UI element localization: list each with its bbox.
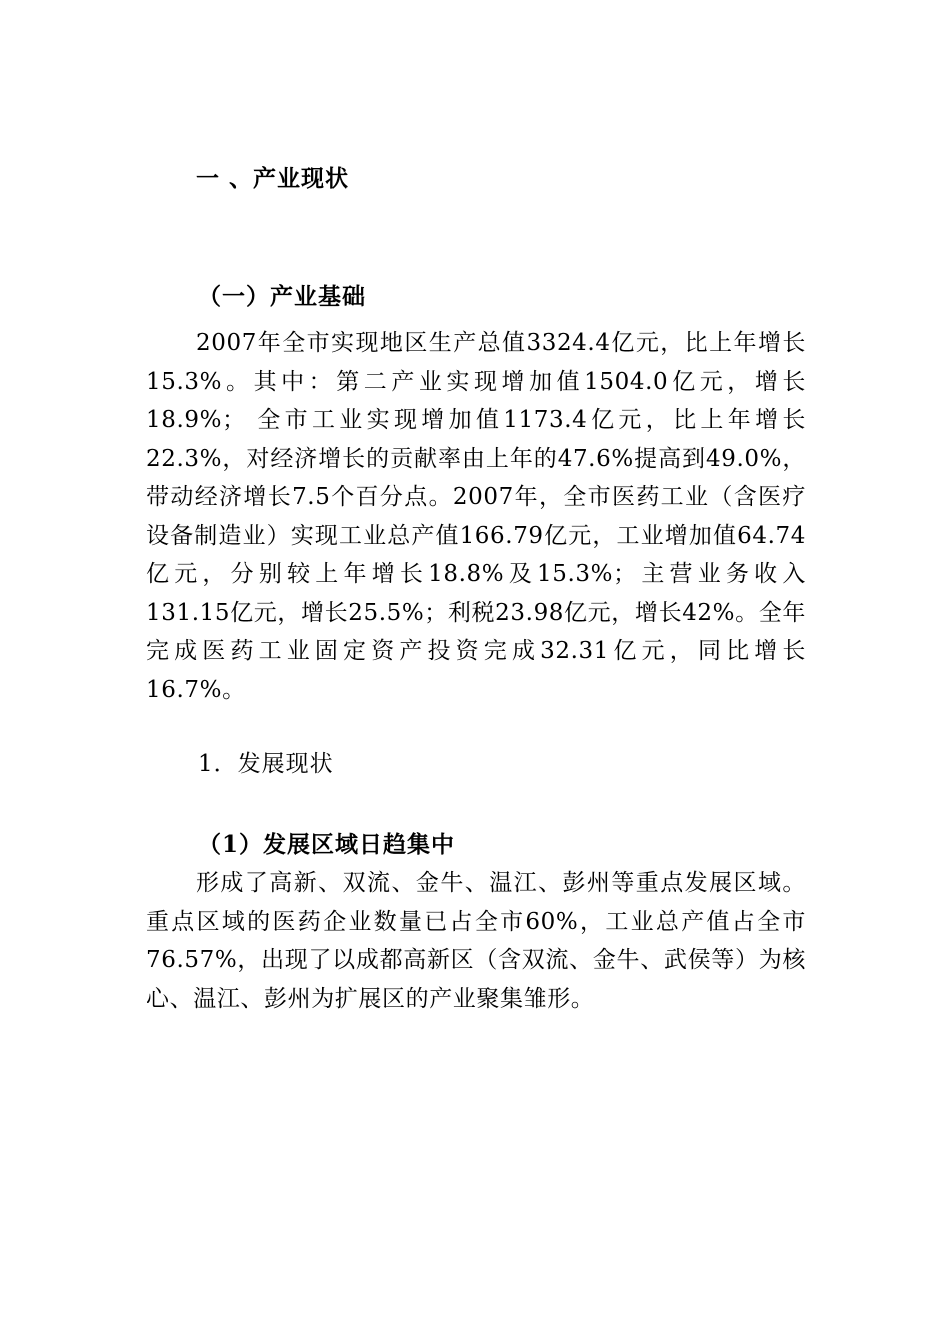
- region-concentration-paragraph: 形成了高新、双流、金牛、温江、彭州等重点发展区域。重点区域的医药企业数量已占全市60%，工业总产值占全市76.57%，出现了以成都高新区（含双流、金牛、武侯等）为核心、温江、彭州为扩展区的产业聚集雏形。: [146, 870, 806, 1012]
- section-heading: 一 、产业现状: [196, 165, 350, 192]
- sub-item-heading: （1）发展区域日趋集中: [198, 831, 456, 858]
- industry-basis-paragraph: 2007年全市实现地区生产总值3324.4亿元，比上年增长15.3%。其中：第二产业实现增加值1504.0亿元，增长18.9%； 全市工业实现增加值1173.4亿元，比上年增长22.3%，对经济增长的贡献率由上年的47.6%提高到49.0%，带动经济增长7.5个百分点。2007年，全市医药工业（含医疗设备制造业）实现工业总产值166.79亿元，工业增加值64.74亿元，分别较上年增长18.8%及15.3%；主营业务收入131.15亿元，增长25.5%；利税23.98亿元，增长42%。全年完成医药工业固定资产投资完成32.31亿元，同比增长16.7%。: [146, 330, 806, 703]
- subsection-heading: （一）产业基础: [198, 283, 366, 310]
- numbered-item-heading: 1．发展现状: [198, 751, 334, 777]
